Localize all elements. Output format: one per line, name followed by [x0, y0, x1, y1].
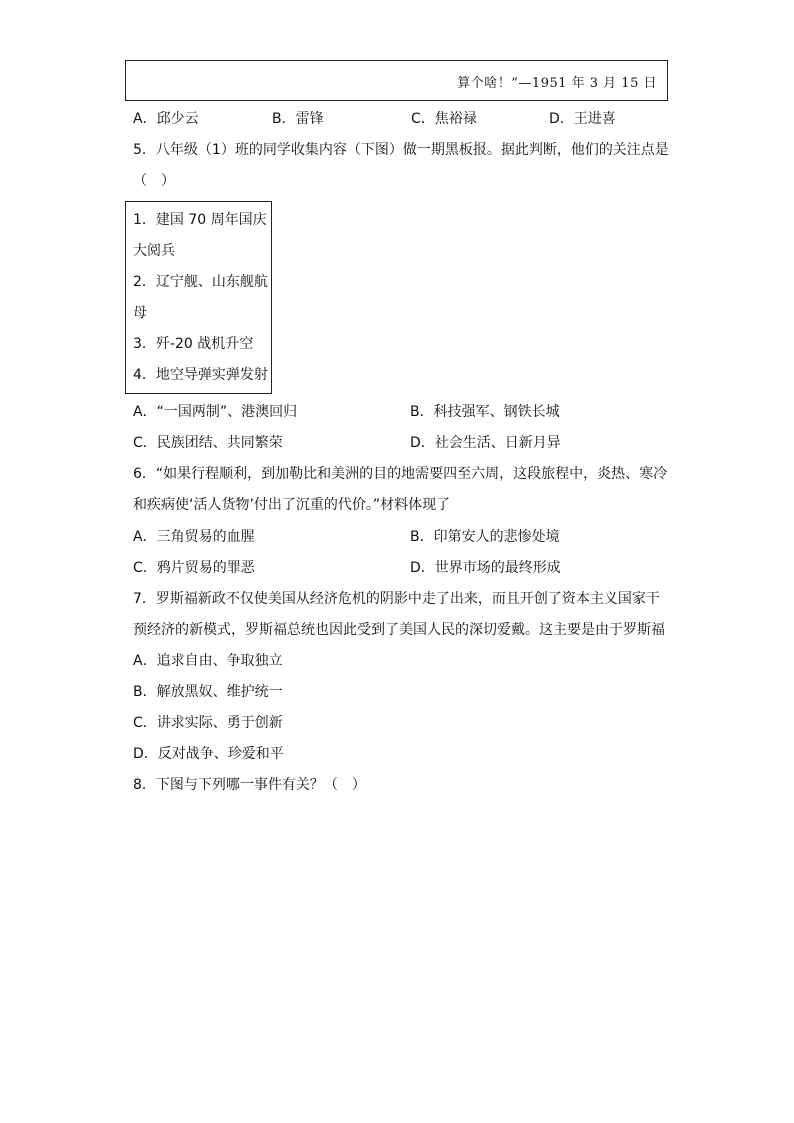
q5-box-line-2: 大阅兵: [133, 243, 175, 259]
quote-box: [125, 60, 668, 101]
q6-stem-line1: 6．“如果行程顺利，到加勒比和美洲的目的地需要四至六周，这段旅程中，炎热、寒冷: [133, 466, 668, 482]
q5-option-a[interactable]: A．“一国两制”、港澳回归: [133, 404, 298, 420]
q6-stem-line2: 和疾病使‘活人货物’付出了沉重的代价。”材料体现了: [133, 497, 451, 513]
q8-stem: 8．下图与下列哪一事件有关？（ ）: [133, 777, 366, 793]
q5-box-line-6: 4．地空导弹实弹发射: [133, 367, 268, 383]
q5-box-line-3: 2．辽宁舰、山东舰航: [133, 274, 268, 290]
q5-option-b[interactable]: B．科技强军、钢铁长城: [410, 404, 560, 420]
q7-stem-line2: 预经济的新模式，罗斯福总统也因此受到了美国人民的深切爱戴。这主要是由于罗斯福: [133, 622, 665, 638]
q6-option-c[interactable]: C．鸦片贸易的罪恶: [133, 560, 255, 576]
q4-option-a[interactable]: A．邱少云: [133, 111, 199, 127]
q5-option-c[interactable]: C．民族团结、共同繁荣: [133, 435, 283, 451]
q4-option-b[interactable]: B．雷锋: [272, 111, 324, 127]
q7-option-c[interactable]: C．讲求实际、勇于创新: [133, 715, 283, 731]
q6-option-a[interactable]: A．三角贸易的血腥: [133, 529, 255, 545]
q5-stem-line2: （ ）: [133, 173, 175, 189]
q5-box-line-4: 母: [133, 305, 147, 321]
q4-option-c[interactable]: C．焦裕禄: [411, 111, 477, 127]
q7-option-d[interactable]: D．反对战争、珍爱和平: [133, 746, 284, 762]
q6-option-b[interactable]: B．印第安人的悲惨处境: [410, 529, 560, 545]
q5-stem-line1: 5．八年级（1）班的同学收集内容（下图）做一期黑板报。据此判断，他们的关注点是: [133, 142, 669, 158]
q7-option-a[interactable]: A．追求自由、争取独立: [133, 653, 283, 669]
q5-box-line-5: 3．歼-20 战机升空: [133, 336, 254, 352]
quote-tail-text: 算个啥！”—1951 年 3 月 15 日: [457, 76, 657, 91]
q7-option-b[interactable]: B．解放黑奴、维护统一: [133, 684, 283, 700]
q6-option-d[interactable]: D．世界市场的最终形成: [410, 560, 561, 576]
q5-option-d[interactable]: D．社会生活、日新月异: [410, 435, 561, 451]
q7-stem-line1: 7．罗斯福新政不仅使美国从经济危机的阴影中走了出来，而且开创了资本主义国家干: [133, 591, 660, 607]
q4-option-d[interactable]: D．王进喜: [549, 111, 616, 127]
q5-content-box: [125, 201, 272, 394]
q5-box-line-1: 1．建国 70 周年国庆: [133, 212, 267, 228]
